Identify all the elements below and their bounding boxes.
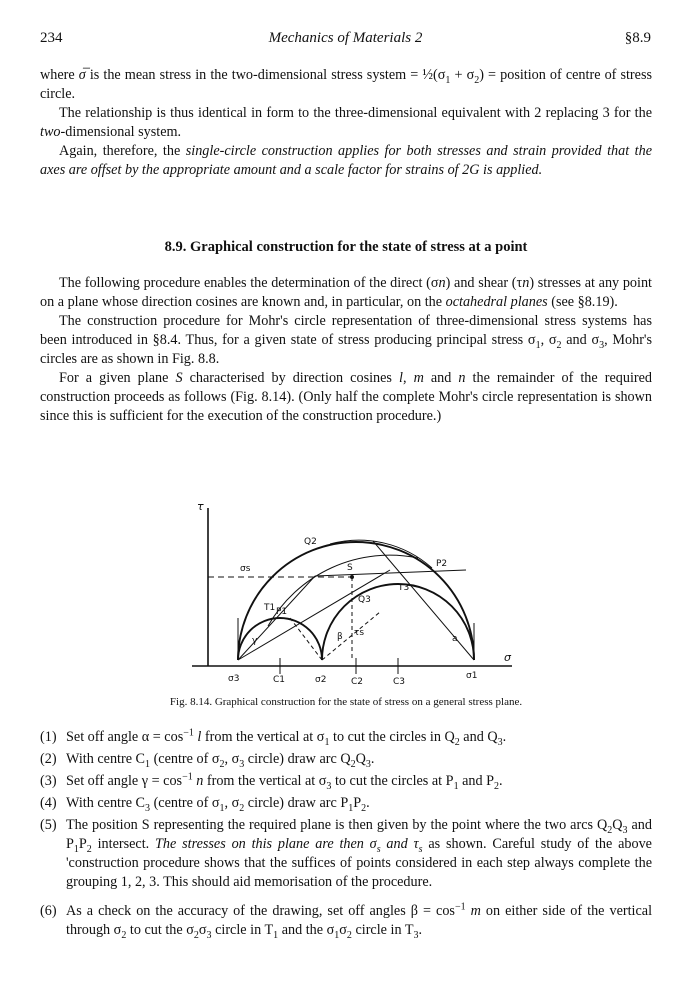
page-number: 234 [40, 30, 63, 46]
label-tau-s: τs [354, 628, 365, 638]
label-t1: T1 [264, 603, 276, 613]
label-p2: P2 [436, 559, 448, 569]
book-title: Mechanics of Materials 2 [268, 30, 423, 46]
step-1: (1) Set off angle $\alpha = \cos^{-1} l$ from the vertical at $\sigma_1$ to cut the circles in $Q_2$ and $Q_3$. [40, 727, 507, 748]
label-s3: σ3 [228, 674, 240, 684]
gamma-line-a [238, 576, 315, 660]
intro-paragraph-3: Again, therefore, the single-circle construction applies for both stresses and strain provided that the axes are offset by the appropriate amount and a scale factor for strains of 2G is applied. [40, 143, 652, 178]
label-s2: σ2 [315, 675, 327, 685]
label-beta: β [337, 632, 343, 642]
label-sigma-s: σs [240, 564, 251, 574]
section-heading: 8.9. Graphical construction for the state of stress at a point [164, 239, 528, 255]
label-q3: Q3 [358, 595, 371, 605]
construction-line-c [238, 570, 390, 660]
step-2: (2) With centre $C_1$ (centre of $\sigma_2$, $\sigma_3$ circle) draw arc $Q_2Q_3$. [40, 751, 375, 770]
label-t3: T3 [398, 583, 410, 593]
body-paragraph-2: The construction procedure for Mohr's circle representation of three-dimensional stress systems has been introduced in §8.4. Thus, for a given state of stress producing principal stress $\sigma_1$, $\sigma_2$ and $\sigma_3$, Mohr's circles are as shown in Fig. 8.8. [40, 313, 653, 367]
circle-sigma2-sigma3 [238, 618, 322, 660]
label-gamma: γ [252, 636, 258, 646]
body-paragraph-1: The following procedure enables the determination of the direct (σn) and shear (τn) stresses at any point on a plane whose direction cosines are known and, in particular, on the octahedral planes (see §8.19). [40, 275, 652, 310]
beta-line-right [322, 612, 380, 660]
label-s1: σ1 [466, 671, 478, 681]
figure-caption: Fig. 8.14. Graphical construction for the state of stress on a general stress plane. [169, 696, 523, 708]
intro-block [40, 66, 652, 180]
mohr-construction-figure [170, 498, 530, 688]
label-alpha: a [452, 634, 458, 644]
step-3: (3) Set off angle $\gamma = \cos^{-1} n$ from the vertical at $\sigma_3$ to cut the circles at $P_1$ and $P_2$. [40, 771, 503, 792]
label-c3: C3 [393, 677, 406, 687]
label-c1: C1 [273, 675, 286, 685]
label-s: S [347, 563, 353, 573]
label-sigma-axis: σ [504, 651, 511, 664]
intro-paragraph-1: where σ̅ is the mean stress in the two-dimensional stress system = $\frac{1}{2}(\sigma_1 + \sigma_2)$ = position of centre of stress circle. [40, 67, 652, 102]
body-block [40, 274, 652, 426]
procedure-steps [40, 728, 652, 943]
arc-p1-p2 [268, 555, 418, 626]
label-p1: P1 [276, 607, 288, 617]
step-6: (6) As a check on the accuracy of the drawing, set off angles $\beta = \cos^{-1} m$ on either side of the vertical through $\sigma_2$ to cut the $\sigma_2\sigma_3$ circle in $T_1$ and the $\sigma_1\sigma_2$ circle in $T_3$. [40, 901, 653, 941]
step-4: (4) With centre $C_3$ (centre of $\sigma_1$, $\sigma_2$ circle) draw arc $P_1P_2$. [40, 795, 370, 814]
step-5: (5) The position S representing the required plane is then given by the point where the two arcs $Q_2Q_3$ and $P_1P_2$ intersect. The stresses on this plane are then $\sigma_s$ and $\tau_s$ as shown. Careful study of the above 'construction procedure shows that the suffices of points considered in each step always complete the grouping 1, 2, 3. This should aid memorisation of the procedure. [40, 817, 652, 890]
section-ref: §8.9 [624, 30, 651, 46]
gamma-line-b [315, 570, 466, 576]
label-c2: C2 [351, 677, 364, 687]
intro-paragraph-2: The relationship is thus identical in form to the three-dimensional equivalent with 2 replacing 3 for the two-dimensional system. [40, 105, 652, 140]
label-q2: Q2 [304, 537, 317, 547]
running-head [40, 30, 651, 50]
point-s [350, 575, 354, 579]
label-tau: τ [197, 500, 204, 513]
circle-sigma1-sigma2 [322, 584, 474, 660]
body-paragraph-3: For a given plane S characterised by direction cosines l, m and n the remainder of the required construction proceeds as follows (Fig. 8.14). (Only half the complete Mohr's circle representation is shown since this is sufficient for the execution of the construction procedure.) [40, 370, 653, 424]
